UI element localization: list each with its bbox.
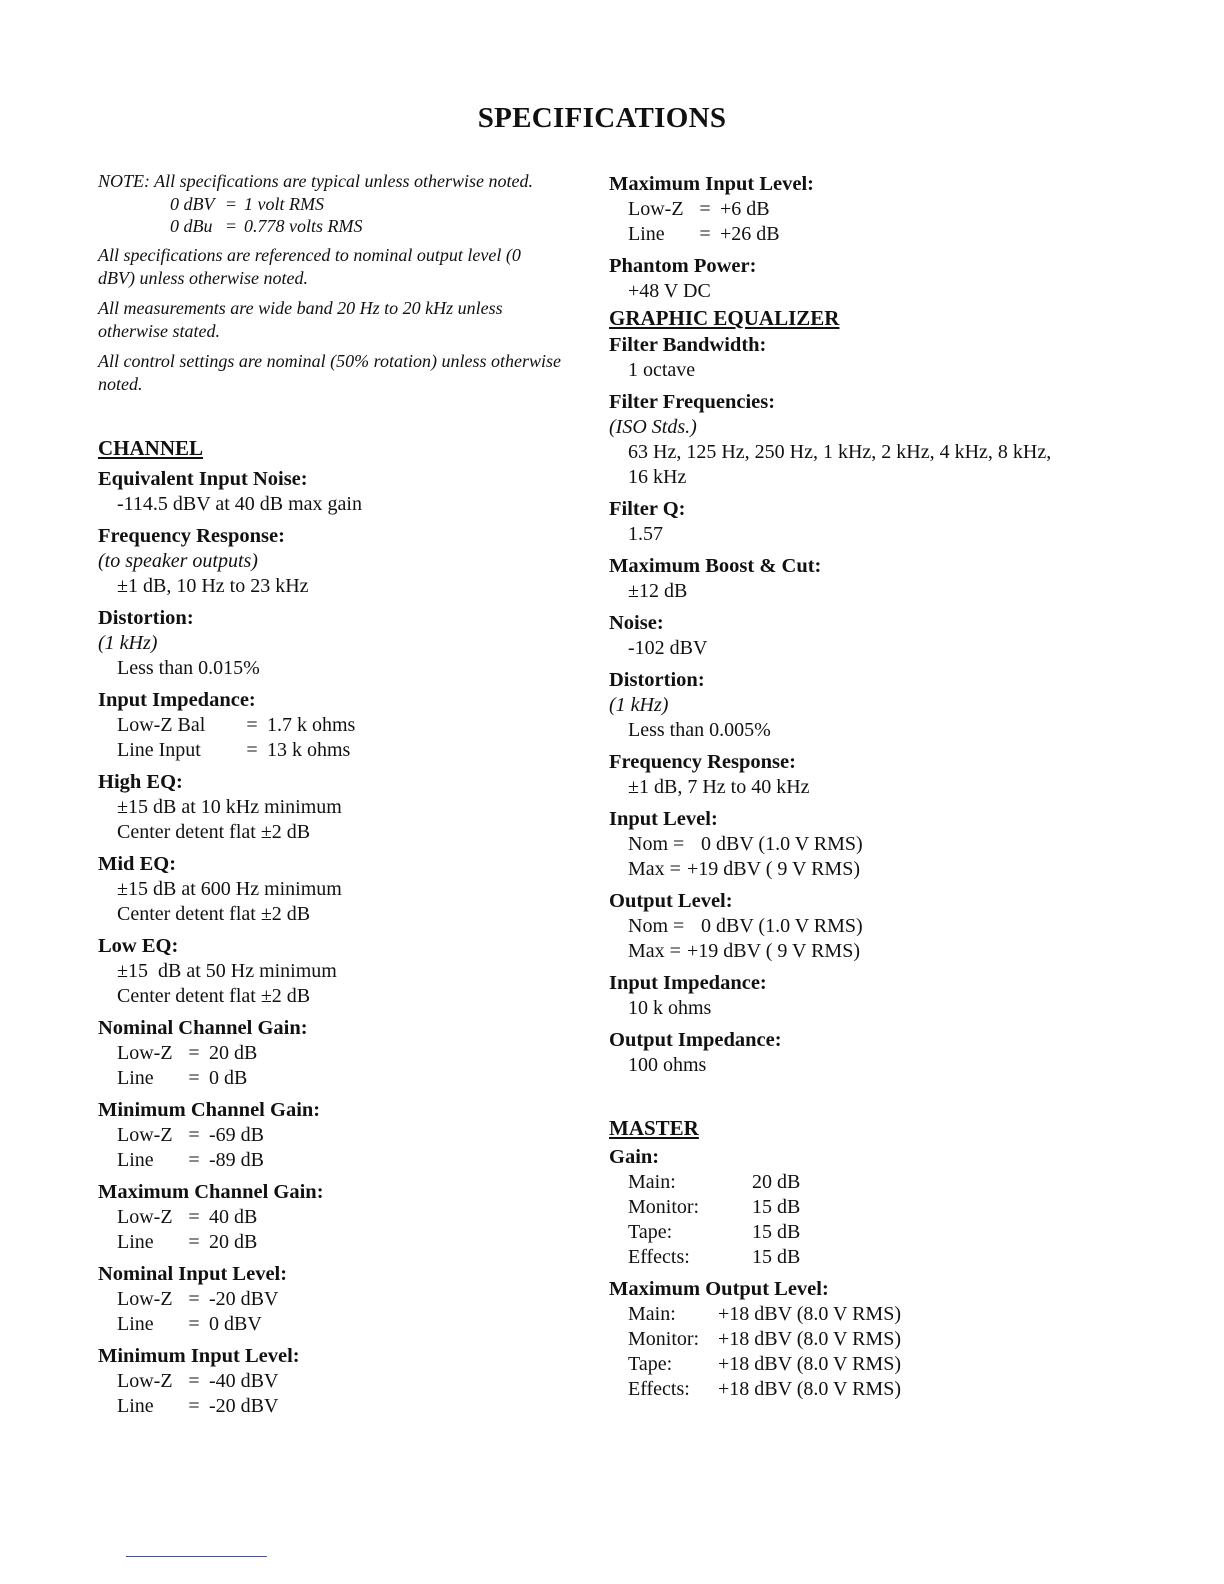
note-intro: NOTE: All specifications are typical unless otherwise noted. (98, 171, 533, 191)
spec-phantom-power: Phantom Power: +48 V DC (609, 255, 757, 302)
spec-row: Max = +19 dBV ( 9 V RMS) (628, 858, 860, 880)
left-column (98, 170, 598, 1426)
note-paragraph: All measurements are wide band 20 Hz to 20 kHz unless otherwise stated. (98, 298, 503, 341)
spec-maximum-input-level: Maximum Input Level: Low-Z = +6 dB Line = +26 dB (609, 172, 1199, 247)
spec-filter-frequencies: Filter Frequencies: (ISO Stds.) 63 Hz, 125 Hz, 250 Hz, 1 kHz, 2 kHz, 4 kHz, 8 kHz, 16 kHz (609, 391, 1052, 488)
spec-row: Effects: 15 dB (628, 1246, 801, 1268)
spec-nominal-input-level: Nominal Input Level: Low-Z = -20 dBV Line = 0 dBV (98, 1262, 598, 1337)
spec-row: Low-Z = +6 dB (628, 198, 770, 220)
spec-distortion: Distortion: (1 kHz) Less than 0.005% (609, 669, 771, 741)
spec-input-impedance: Input Impedance: Low-Z Bal = 1.7 k ohms Line Input = 13 k ohms (98, 688, 598, 763)
section-heading-graphic-equalizer: GRAPHIC EQUALIZER (609, 306, 840, 330)
spec-noise: Noise: -102 dBV (609, 612, 708, 659)
spec-equivalent-input-noise: Equivalent Input Noise: -114.5 dBV at 40 dB max gain (98, 468, 362, 515)
spec-row: Main: 20 dB (628, 1171, 801, 1193)
spec-output-impedance: Output Impedance: 100 ohms (609, 1029, 782, 1076)
spec-filter-q: Filter Q: 1.57 (609, 498, 686, 545)
spec-filter-bandwidth: Filter Bandwidth: 1 octave (609, 334, 767, 381)
spec-row: Low-Z Bal = 1.7 k ohms (117, 714, 356, 736)
spec-master-gain: Gain: Main: 20 dB Monitor: 15 dB Tape: 15 dB Effects: 15 dB (609, 1145, 1199, 1270)
note-paragraph: All control settings are nominal (50% rotation) unless otherwise noted. (98, 351, 561, 394)
spec-row: Line = 0 dBV (117, 1313, 262, 1335)
spec-row: Line = +26 dB (628, 223, 780, 245)
spec-row: Main: +18 dBV (8.0 V RMS) (628, 1303, 901, 1325)
spec-row: Effects: +18 dBV (8.0 V RMS) (628, 1378, 901, 1400)
spec-row: Monitor: +18 dBV (8.0 V RMS) (628, 1328, 901, 1350)
page-title: SPECIFICATIONS (477, 102, 727, 134)
right-column (609, 172, 1199, 1409)
footnote-rule (126, 1556, 267, 1557)
spec-input-level: Input Level: Nom = 0 dBV (1.0 V RMS) Max = +19 dBV ( 9 V RMS) (609, 807, 1199, 882)
spec-maximum-boost-cut: Maximum Boost & Cut: ±12 dB (609, 555, 822, 602)
spec-row: Max = +19 dBV ( 9 V RMS) (628, 940, 860, 962)
spec-row: Low-Z = -69 dB (117, 1124, 264, 1146)
spec-row: Low-Z = -20 dBV (117, 1288, 279, 1310)
spec-row: Monitor: 15 dB (628, 1196, 801, 1218)
spec-row: Nom = 0 dBV (1.0 V RMS) (628, 833, 863, 855)
spec-row: Low-Z = -40 dBV (117, 1370, 279, 1392)
spec-output-level: Output Level: Nom = 0 dBV (1.0 V RMS) Max = +19 dBV ( 9 V RMS) (609, 889, 1199, 964)
spec-maximum-output-level: Maximum Output Level: Main: +18 dBV (8.0 V RMS) Monitor: +18 dBV (8.0 V RMS) Tape: +18 dBV (8.0 V RMS) Effects: +18 dBV (8.0 V RMS) (609, 1277, 1199, 1402)
spec-mid-eq: Mid EQ: ±15 dB at 600 Hz minimum Center detent flat ±2 dB (98, 853, 342, 925)
spec-low-eq: Low EQ: ±15 dB at 50 Hz minimum Center detent flat ±2 dB (98, 935, 337, 1007)
spec-row: Low-Z = 20 dB (117, 1042, 258, 1064)
note-equivalence: 0 dBu = 0.778 volts RMS (170, 216, 363, 236)
spec-row: Nom = 0 dBV (1.0 V RMS) (628, 915, 863, 937)
spec-nominal-channel-gain: Nominal Channel Gain: Low-Z = 20 dB Line = 0 dB (98, 1016, 598, 1091)
spec-high-eq: High EQ: ±15 dB at 10 kHz minimum Center detent flat ±2 dB (98, 771, 342, 843)
spec-row: Line = 0 dB (117, 1067, 248, 1089)
section-heading-master: MASTER (609, 1116, 699, 1140)
spec-row: Low-Z = 40 dB (117, 1206, 258, 1228)
spec-row: Line Input = 13 k ohms (117, 739, 351, 761)
section-heading-channel: CHANNEL (98, 436, 204, 460)
spec-minimum-input-level: Minimum Input Level: Low-Z = -40 dBV Line = -20 dBV (98, 1344, 598, 1419)
spec-distortion: Distortion: (1 kHz) Less than 0.015% (98, 607, 260, 679)
note-equivalence: 0 dBV = 1 volt RMS (170, 194, 324, 214)
spec-row: Tape: 15 dB (628, 1221, 801, 1243)
spec-input-impedance: Input Impedance: 10 k ohms (609, 972, 767, 1019)
note-paragraph: All specifications are referenced to nominal output level (0 dBV) unless otherwise noted. (98, 245, 521, 288)
spec-frequency-response: Frequency Response: ±1 dB, 7 Hz to 40 kHz (609, 751, 810, 798)
spec-minimum-channel-gain: Minimum Channel Gain: Low-Z = -69 dB Line = -89 dB (98, 1098, 598, 1173)
spec-maximum-channel-gain: Maximum Channel Gain: Low-Z = 40 dB Line = 20 dB (98, 1180, 598, 1255)
spec-row: Line = -20 dBV (117, 1395, 279, 1417)
spec-frequency-response: Frequency Response: (to speaker outputs) ±1 dB, 10 Hz to 23 kHz (98, 525, 309, 597)
spec-row: Tape: +18 dBV (8.0 V RMS) (628, 1353, 901, 1375)
spec-row: Line = 20 dB (117, 1231, 258, 1253)
spec-row: Line = -89 dB (117, 1149, 264, 1171)
